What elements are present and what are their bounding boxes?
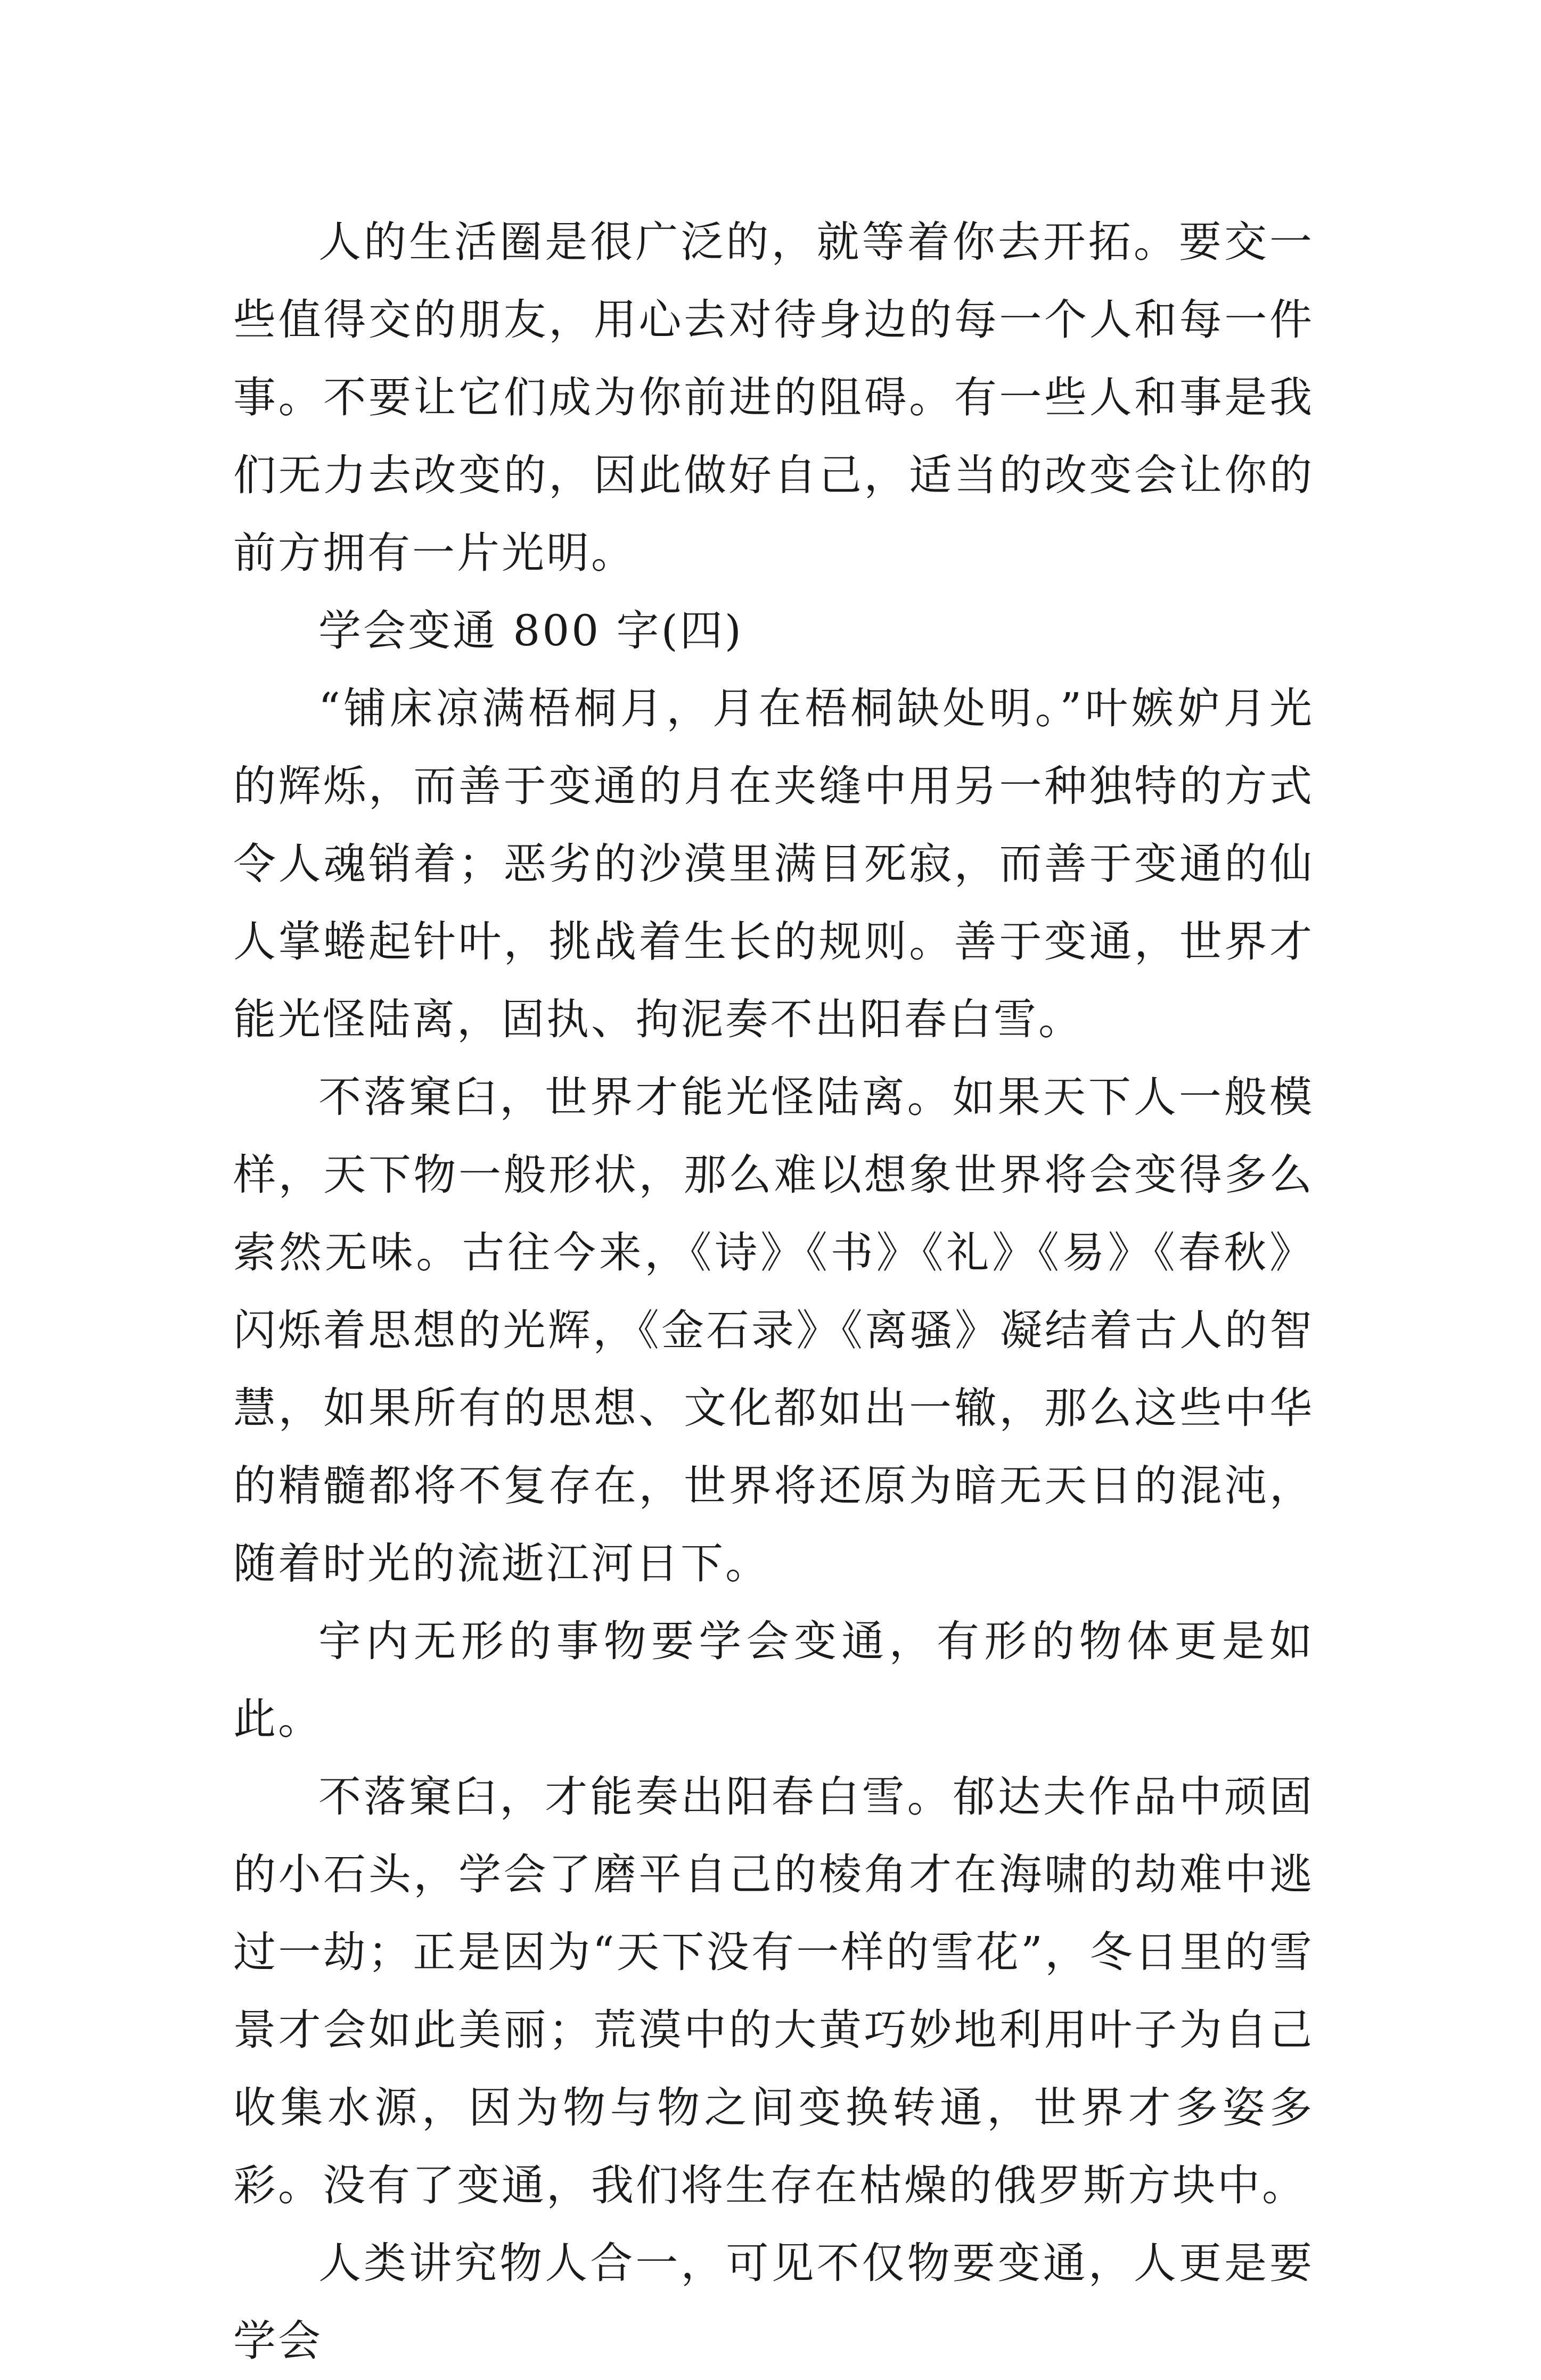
document-body [233, 203, 1314, 2380]
paragraph-1: 人的生活圈是很广泛的，就等着你去开拓。要交一些值得交的朋友，用心去对待身边的每一个人和每一件事。不要让它们成为你前进的阻碍。有一些人和事是我们无力去改变的，因此做好自己，适当的改变会让你的前方拥有一片光明。 [233, 217, 1314, 578]
section-heading: 学会变通 800 字(四) [318, 606, 743, 655]
paragraph-5: 不落窠臼，才能奏出阳春白雪。郁达夫作品中顽固的小石头，学会了磨平自己的棱角才在海啸的劫难中逃过一劫；正是因为“天下没有一样的雪花”，冬日里的雪景才会如此美丽；荒漠中的大黄巧妙地利用叶子为自己收集水源，因为物与物之间变换转通，世界才多姿多彩。没有了变通，我们将生存在枯燥的俄罗斯方块中。 [233, 1772, 1314, 2210]
paragraph-3: 不落窠臼，世界才能光怪陆离。如果天下人一般模样，天下物一般形状，那么难以想象世界将会变得多么索然无味。古往今来，《诗》《书》《礼》《易》《春秋》闪烁着思想的光辉，《金石录》《离骚》凝结着古人的智慧，如果所有的思想、文化都如出一辙，那么这些中华的精髓都将不复存在，世界将还原为暗无天日的混沌，随着时光的流逝江河日下。 [233, 1072, 1314, 1588]
paragraph-2: “铺床凉满梧桐月，月在梧桐缺处明。”叶嫉妒月光的辉烁，而善于变通的月在夹缝中用另一种独特的方式令人魂销着；恶劣的沙漠里满目死寂，而善于变通的仙人掌蜷起针叶，挑战着生长的规则。善于变通，世界才能光怪陆离，固执、拘泥奏不出阳春白雪。 [233, 684, 1314, 1044]
paragraph-4: 宇内无形的事物要学会变通，有形的物体更是如此。 [233, 1616, 1314, 1744]
paragraph-6: 人类讲究物人合一，可见不仅物要变通，人更是要学会 [233, 2238, 1314, 2366]
